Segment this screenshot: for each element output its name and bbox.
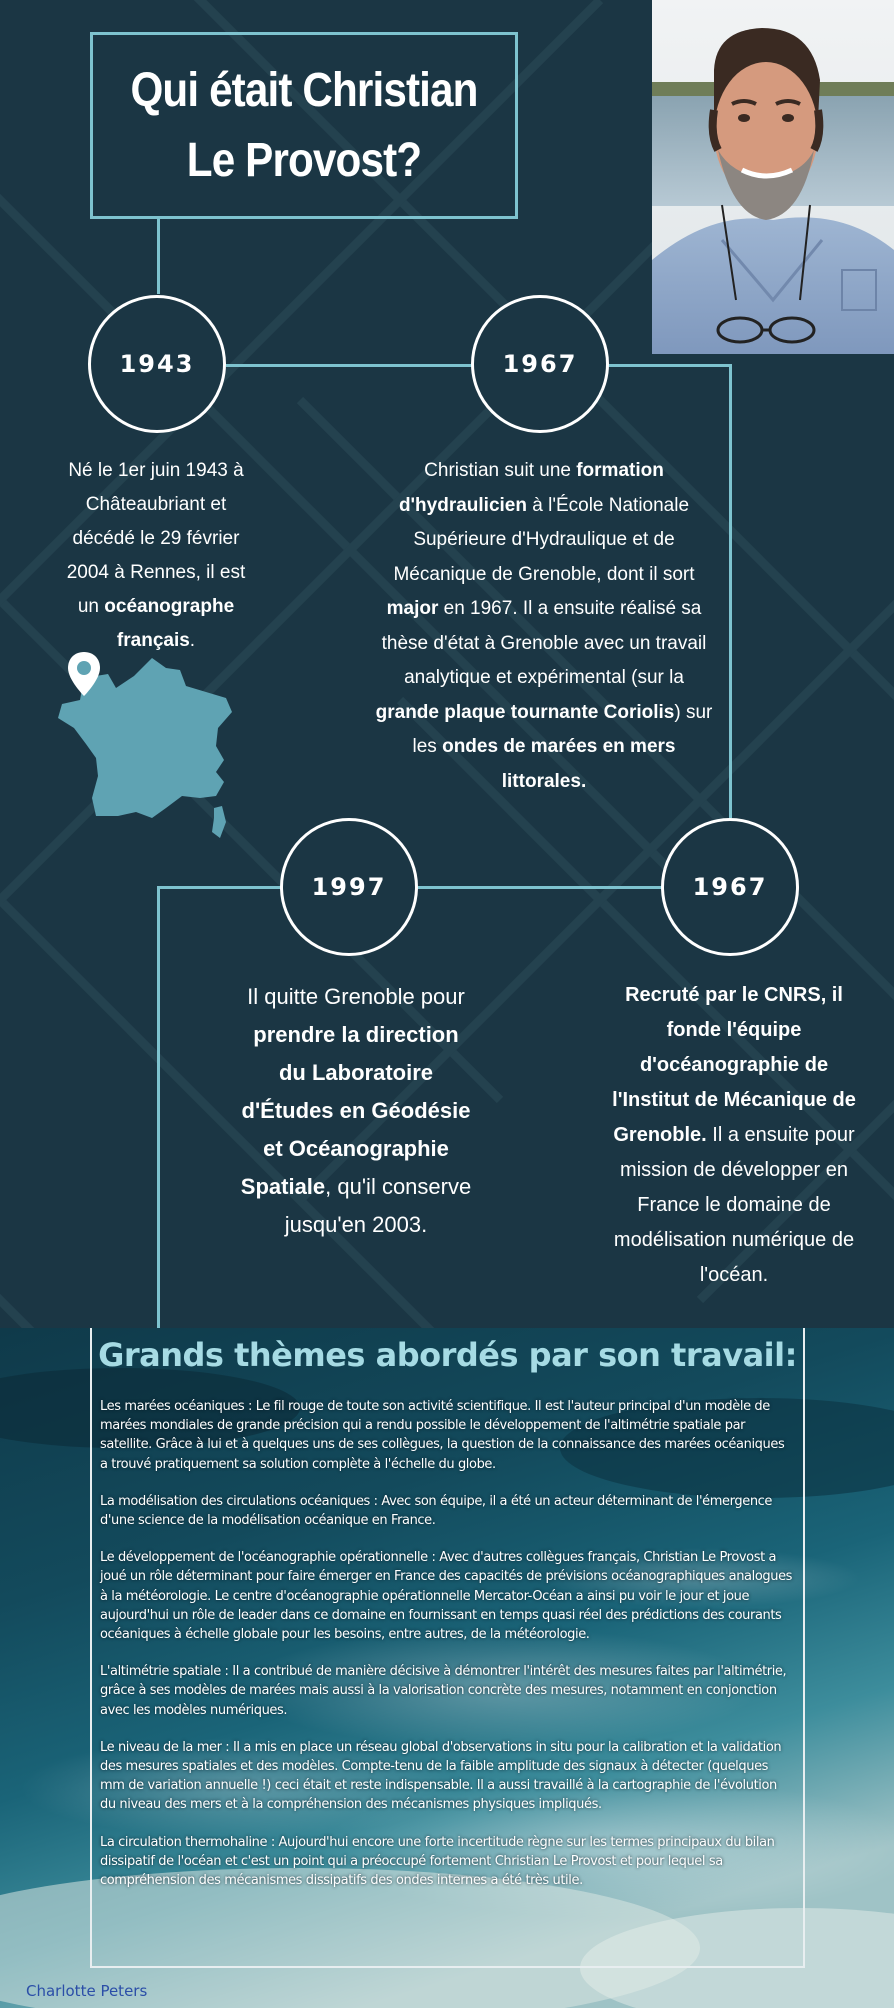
connector-left-vertical <box>157 886 160 1328</box>
theme-paragraph: La circulation thermohaline : Aujourd'hui encore une forte incertitude règne sur les termes principaux du bilan dissipatif de l'océan et c'est un point qui a préoccupé fortement Christian Le Provost et pour lequel sa compréhension des mécanismes dissipatifs des ondes internes a été très utile. <box>100 1834 775 1889</box>
text-1943: Né le 1er juin 1943 à Châteaubriant et décédé le 29 février 2004 à Rennes, il est un océanographe français. <box>66 460 246 651</box>
year-circle-1997: 1997 <box>280 818 418 956</box>
section-title: Grands thèmes abordés par son travail: <box>98 1336 797 1374</box>
connector-1967-right <box>608 364 732 367</box>
text-1967-cnrs: Recruté par le CNRS, il fonde l'équipe d'océanographie de l'Institut de Mécanique de Grenoble. Il a ensuite pour mission de développer en France le domaine de modélisation numérique de l'océan. <box>612 984 856 1286</box>
connector-left-horizontal <box>157 886 281 889</box>
theme-paragraph: Le niveau de la mer : Il a mis en place un réseau global d'observations in situ pour la calibration et la validation des mesures spatiales et des modèles. Compte-tenu de la faible amplitude des signaux à détecter (quelques mm de variation annuelle !) ceci était et reste indispensable. Il a aussi travaillé à la cartographie de l'évolution du niveau des mers et à la compréhension des mécanismes physiques impliqués. <box>100 1739 782 1813</box>
bold-text: ondes de marées en mers littorales. <box>442 736 676 792</box>
theme-paragraph: La modélisation des circulations océaniques : Avec son équipe, il a été un acteur déterminant de l'émergence d'une science de la modélisation océanique en France. <box>100 1493 772 1529</box>
connector-1943-1967 <box>226 364 472 367</box>
connector-title-down <box>157 218 160 294</box>
bold-text: océanographe français <box>104 596 235 651</box>
author-credit: Charlotte Peters <box>26 1982 148 2000</box>
bold-text: grande plaque tournante Coriolis <box>375 701 675 723</box>
year-circle-1943: 1943 <box>88 295 226 433</box>
bold-text: prendre la direction du Laboratoire d'Études en Géodésie et Océanographie Spatiale <box>240 1022 471 1199</box>
text-1967-formation: Christian suit une formation d'hydraulicien à l'École Nationale Supérieure d'Hydraulique et de Mécanique de Grenoble, dont il sort major en 1967. Il a ensuite réalisé sa thèse d'état à Grenoble avec un travail analytique et expérimental (sur la grande plaque tournante Coriolis) sur les ondes de marées en mers littorales. <box>375 460 713 792</box>
portrait-photo <box>652 0 894 354</box>
bold-text: major <box>386 598 439 619</box>
bold-text: formation d'hydraulicien <box>398 460 664 516</box>
theme-paragraph: L'altimétrie spatiale : Il a contribué de manière décisive à démontrer l'intérêt des mesures faites par l'altimétrie, grâce à ses modèles de marées mais aussi à la valorisation concrète des mesures, notamment en conjonction avec les modèles numériques. <box>100 1664 787 1718</box>
connector-right-vertical <box>729 364 732 818</box>
themes-list <box>100 1397 794 1908</box>
year-circle-1967-b: 1967 <box>661 818 799 956</box>
theme-paragraph: Les marées océaniques : Le fil rouge de toute son activité scientifique. Il est l'auteur principal d'un modèle de marées mondiales de grande précision qui a rendu possible le développement de l'altimétrie spatiale par satellite. Grâce à lui et à quelques uns de ses collègues, la question de la connaissance des marées océaniques a trouvé pratiquement sa solution complète à l'échelle du globe. <box>100 1399 785 1472</box>
title-box <box>90 32 518 219</box>
theme-paragraph: Le développement de l'océanographie opérationnelle : Avec d'autres collègues français, Christian Le Provost a joué un rôle déterminant pour faire émerger en France des capacités de prévisions océanographiques analogues à la météorologie. Le centre d'océanographie opérationnelle Mercator-Océan a ainsi pu voir le jour et joue aujourd'hui un rôle de leader dans ce domaine en fournissant en temps quasi réel des prédictions des courants océaniques à échelle globale pour les besoins, entre autres, de la météorologie. <box>100 1550 793 1643</box>
connector-1997-1967 <box>418 886 662 889</box>
france-map-icon <box>56 648 236 844</box>
text-1997: Il quitte Grenoble pour prendre la direction du Laboratoire d'Études en Géodésie et Océanographie Spatiale, qu'il conserve jusqu'en 2003. <box>240 984 472 1237</box>
page-title: Qui était Christian Le Provost? <box>130 63 478 187</box>
year-circle-1967-a: 1967 <box>471 295 609 433</box>
bold-text: Recruté par le CNRS, il fonde l'équipe d'océanographie de l'Institut de Mécanique de Grenoble. <box>612 984 856 1146</box>
